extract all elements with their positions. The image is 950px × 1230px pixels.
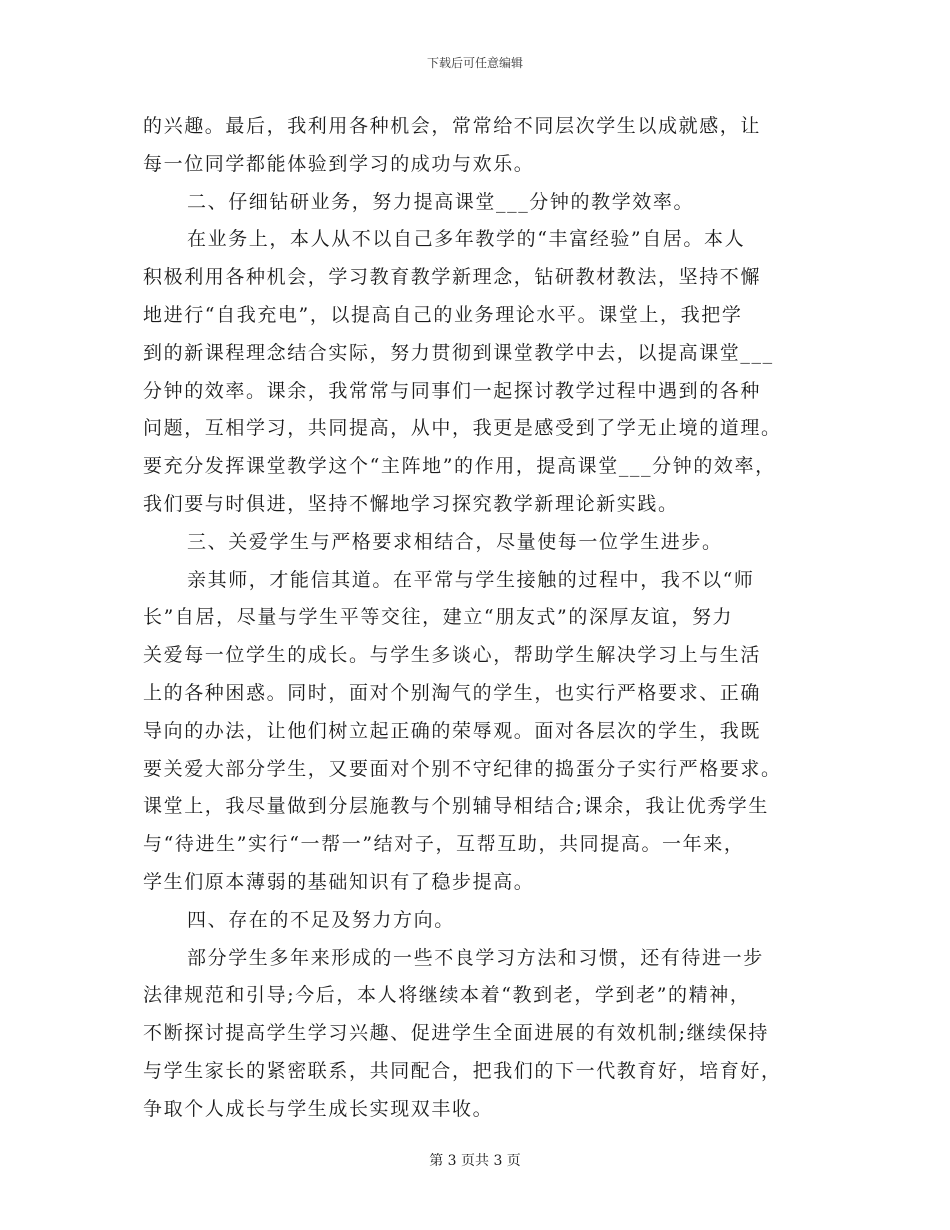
text-line: 要关爱大部分学生，又要面对个别不守纪律的捣蛋分子实行严格要求。 (143, 757, 782, 780)
text-line: 我们要与时俱进，坚持不懈地学习探究教学新理论新实践。 (143, 492, 679, 515)
document-body (143, 108, 815, 1129)
text-line: 争取个人成长与学生成长实现双丰收。 (143, 1097, 494, 1120)
text-line: 长”自居，尽量与学生平等交往，建立“朋友式”的深厚友谊，努力 (143, 606, 734, 629)
text-line: 学生们原本薄弱的基础知识有了稳步提高。 (143, 870, 535, 893)
text-line: 问题，互相学习，共同提高，从中，我更是感受到了学无止境的道理。 (143, 417, 782, 440)
text-line: 课堂上，我尽量做到分层施教与个别辅导相结合;课余，我让优秀学生 (143, 795, 770, 818)
text-line: 每一位同学都能体验到学习的成功与欢乐。 (143, 152, 535, 175)
text-line: 关爱每一位学生的成长。与学生多谈心，帮助学生解决学习上与生活 (143, 644, 762, 667)
text-line: 不断探讨提高学生学习兴趣、促进学生全面进展的有效机制;继续保持 (143, 1022, 770, 1045)
section-heading: 三、关爱学生与严格要求相结合，尽量使每一位学生进步。 (187, 530, 723, 553)
text-line: 导向的办法，让他们树立起正确的荣辱观。面对各层次的学生，我既 (143, 719, 762, 742)
text-line: 与学生家长的紧密联系，共同配合，把我们的下一代教育好，培育好， (143, 1059, 782, 1082)
text-line: 到的新课程理念结合实际，努力贯彻到课堂教学中去，以提高课堂___ (143, 341, 774, 364)
text-line: 法律规范和引导;今后，本人将继续本着“教到老，学到老”的精神， (143, 984, 751, 1007)
section-heading: 四、存在的不足及努力方向。 (187, 908, 455, 931)
page-header: 下载后可任意编辑 (426, 56, 523, 70)
text-line: 亲其师，才能信其道。在平常与学生接触的过程中，我不以“师 (187, 568, 755, 591)
text-line: 的兴趣。最后，我利用各种机会，常常给不同层次学生以成就感，让 (143, 115, 762, 137)
page-footer: 第 3 页共 3 页 (429, 1153, 521, 1169)
text-line: 积极利用各种机会，学习教育教学新理念，钻研教材教法，坚持不懈 (143, 266, 762, 289)
text-line: 分钟的效率。课余，我常常与同事们一起探讨教学过程中遇到的各种 (143, 379, 762, 402)
text-line: 在业务上，本人从不以自己多年教学的“丰富经验”自居。本人 (187, 228, 746, 251)
text-line: 要充分发挥课堂教学这个“主阵地”的作用，提高课堂___分钟的效率， (143, 455, 776, 478)
text-line: 部分学生多年来形成的一些不良学习方法和习惯，还有待进一步 (187, 946, 764, 969)
text-line: 地进行“自我充电”，以提高自己的业务理论水平。课堂上，我把学 (143, 303, 743, 326)
text-line: 上的各种困惑。同时，面对个别淘气的学生，也实行严格要求、正确 (143, 681, 762, 704)
section-heading: 二、仔细钻研业务，努力提高课堂___分钟的教学效率。 (187, 190, 695, 213)
text-line: 与“待进生”实行“一帮一”结对子，互帮互助，共同提高。一年来， (143, 833, 745, 856)
